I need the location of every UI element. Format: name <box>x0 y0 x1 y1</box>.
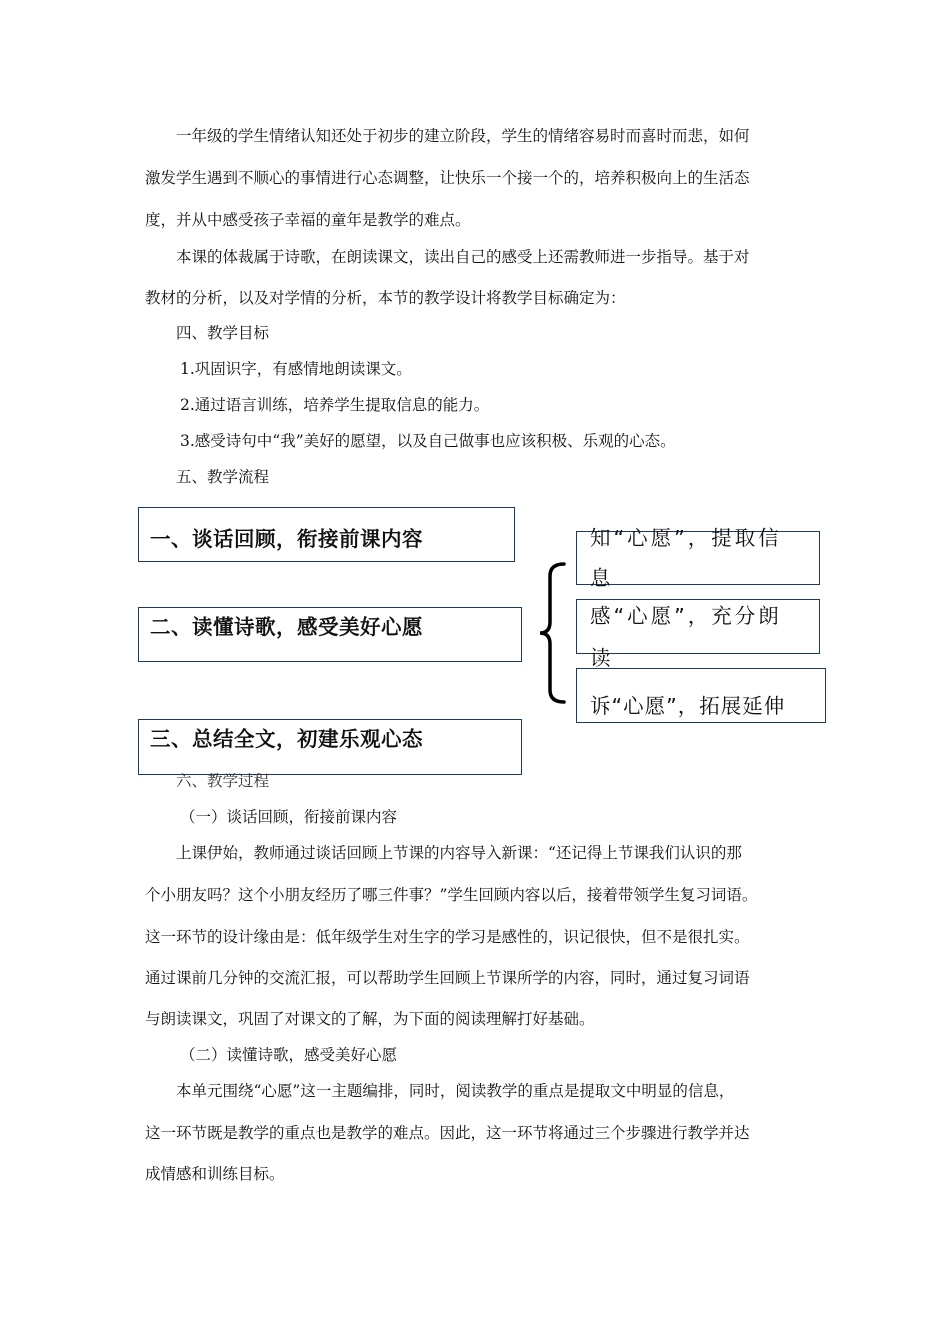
paragraph-line: 成情感和训练目标。 <box>145 1165 285 1183</box>
paragraph-line: 本单元围绕“心愿”这一主题编排，同时，阅读教学的重点是提取文中明显的信息， <box>176 1082 735 1100</box>
paragraph-line: 本课的体裁属于诗歌，在朗读课文，读出自己的感受上还需教师进一步指导。基于对 <box>176 248 750 266</box>
flow-step-label: 三、总结全文，初建乐观心态 <box>150 727 423 751</box>
section-heading-goals: 四、教学目标 <box>176 324 270 342</box>
goal-item: 1.巩固识字，有感情地朗读课文。 <box>180 360 412 378</box>
paragraph-line: 这一环节的设计缘由是：低年级学生对生字的学习是感性的，识记很快，但不是很扎实。 <box>145 928 750 946</box>
paragraph-line: 上课伊始，教师通过谈话回顾上节课的内容导入新课：“还记得上节课我们认识的那 <box>176 844 742 862</box>
paragraph-line: 教材的分析，以及对学情的分析，本节的教学设计将教学目标确定为： <box>145 289 626 307</box>
brace-connector <box>536 560 566 706</box>
paragraph-line: 通过课前几分钟的交流汇报，可以帮助学生回顾上节课所学的内容，同时，通过复习词语 <box>145 969 750 987</box>
paragraph-line: 激发学生遇到不顺心的事情进行心态调整，让快乐一个接一个的，培养积极向上的生活态 <box>145 169 750 187</box>
flow-step-label: 一、谈话回顾，衔接前课内容 <box>150 527 423 551</box>
paragraph-line: 度，并从中感受孩子幸福的童年是教学的难点。 <box>145 211 471 229</box>
section-heading-flow: 五、教学流程 <box>176 468 270 486</box>
substep-label: 诉“心愿”，拓展延伸 <box>590 694 786 718</box>
substep-label-wrap: 息 <box>590 566 611 590</box>
substep-label: 知“心愿”，提取信 <box>590 526 782 550</box>
paragraph-line: 与朗读课文，巩固了对课文的了解，为下面的阅读理解打好基础。 <box>145 1010 595 1028</box>
paragraph-line: 个小朋友吗？这个小朋友经历了哪三件事？”学生回顾内容以后，接着带领学生复习词语。 <box>145 886 758 904</box>
goal-item: 3.感受诗句中“我”美好的愿望，以及自己做事也应该积极、乐观的心态。 <box>180 432 676 450</box>
substep-label: 感“心愿”，充分朗 <box>590 604 782 628</box>
substep-label-wrap: 读 <box>590 646 611 670</box>
section-heading-process: 六、教学过程 <box>176 772 270 790</box>
paragraph-line: 一年级的学生情绪认知还处于初步的建立阶段，学生的情绪容易时而喜时而悲，如何 <box>176 127 750 145</box>
subsection-heading: （二）读懂诗歌，感受美好心愿 <box>180 1046 398 1064</box>
goal-item: 2.通过语言训练，培养学生提取信息的能力。 <box>180 396 490 414</box>
paragraph-line: 这一环节既是教学的重点也是教学的难点。因此，这一环节将通过三个步骤进行教学并达 <box>145 1124 750 1142</box>
flow-step-label: 二、读懂诗歌，感受美好心愿 <box>150 615 423 639</box>
subsection-heading: （一）谈话回顾，衔接前课内容 <box>180 808 398 826</box>
